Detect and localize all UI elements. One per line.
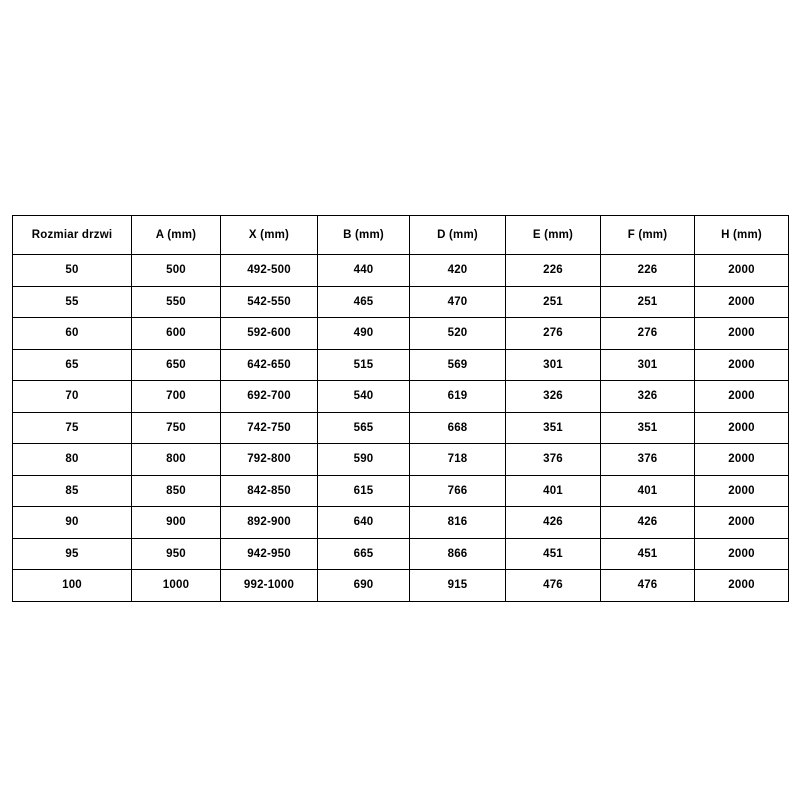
cell-h: 2000 bbox=[695, 475, 789, 507]
cell-f: 326 bbox=[601, 381, 695, 413]
cell-e: 326 bbox=[506, 381, 601, 413]
cell-d: 718 bbox=[410, 444, 506, 476]
cell-a: 950 bbox=[132, 538, 221, 570]
cell-h: 2000 bbox=[695, 444, 789, 476]
cell-a: 700 bbox=[132, 381, 221, 413]
cell-h: 2000 bbox=[695, 318, 789, 350]
cell-a: 850 bbox=[132, 475, 221, 507]
cell-size: 100 bbox=[13, 570, 132, 602]
cell-d: 420 bbox=[410, 255, 506, 287]
cell-a: 550 bbox=[132, 286, 221, 318]
cell-f: 426 bbox=[601, 507, 695, 539]
cell-d: 866 bbox=[410, 538, 506, 570]
cell-x: 592-600 bbox=[221, 318, 318, 350]
cell-e: 301 bbox=[506, 349, 601, 381]
cell-size: 55 bbox=[13, 286, 132, 318]
cell-f: 276 bbox=[601, 318, 695, 350]
cell-b: 465 bbox=[318, 286, 410, 318]
cell-x: 642-650 bbox=[221, 349, 318, 381]
cell-x: 542-550 bbox=[221, 286, 318, 318]
table-row bbox=[13, 286, 789, 318]
cell-f: 476 bbox=[601, 570, 695, 602]
cell-b: 440 bbox=[318, 255, 410, 287]
cell-b: 490 bbox=[318, 318, 410, 350]
table-body bbox=[13, 255, 789, 602]
cell-x: 692-700 bbox=[221, 381, 318, 413]
cell-h: 2000 bbox=[695, 507, 789, 539]
cell-size: 85 bbox=[13, 475, 132, 507]
cell-a: 900 bbox=[132, 507, 221, 539]
cell-e: 476 bbox=[506, 570, 601, 602]
cell-d: 668 bbox=[410, 412, 506, 444]
cell-f: 301 bbox=[601, 349, 695, 381]
cell-size: 75 bbox=[13, 412, 132, 444]
shower-door-size-table bbox=[12, 215, 789, 602]
cell-b: 640 bbox=[318, 507, 410, 539]
table-row bbox=[13, 444, 789, 476]
cell-b: 590 bbox=[318, 444, 410, 476]
cell-x: 892-900 bbox=[221, 507, 318, 539]
cell-size: 60 bbox=[13, 318, 132, 350]
cell-a: 650 bbox=[132, 349, 221, 381]
table-header bbox=[13, 216, 789, 255]
column-header-size: Rozmiar drzwi bbox=[13, 216, 132, 255]
cell-x: 942-950 bbox=[221, 538, 318, 570]
cell-e: 401 bbox=[506, 475, 601, 507]
cell-size: 95 bbox=[13, 538, 132, 570]
cell-x: 792-800 bbox=[221, 444, 318, 476]
cell-x: 842-850 bbox=[221, 475, 318, 507]
cell-f: 401 bbox=[601, 475, 695, 507]
cell-b: 540 bbox=[318, 381, 410, 413]
cell-a: 1000 bbox=[132, 570, 221, 602]
table-row bbox=[13, 507, 789, 539]
cell-size: 80 bbox=[13, 444, 132, 476]
cell-size: 65 bbox=[13, 349, 132, 381]
cell-d: 915 bbox=[410, 570, 506, 602]
cell-h: 2000 bbox=[695, 255, 789, 287]
cell-size: 50 bbox=[13, 255, 132, 287]
column-header-b: B (mm) bbox=[318, 216, 410, 255]
column-header-d: D (mm) bbox=[410, 216, 506, 255]
table-container bbox=[12, 215, 788, 602]
cell-d: 619 bbox=[410, 381, 506, 413]
cell-d: 816 bbox=[410, 507, 506, 539]
table-row bbox=[13, 538, 789, 570]
cell-x: 992-1000 bbox=[221, 570, 318, 602]
cell-f: 351 bbox=[601, 412, 695, 444]
cell-e: 426 bbox=[506, 507, 601, 539]
cell-size: 90 bbox=[13, 507, 132, 539]
cell-a: 750 bbox=[132, 412, 221, 444]
cell-f: 451 bbox=[601, 538, 695, 570]
cell-f: 251 bbox=[601, 286, 695, 318]
cell-a: 800 bbox=[132, 444, 221, 476]
cell-d: 766 bbox=[410, 475, 506, 507]
table-row bbox=[13, 570, 789, 602]
cell-x: 742-750 bbox=[221, 412, 318, 444]
cell-d: 520 bbox=[410, 318, 506, 350]
cell-e: 251 bbox=[506, 286, 601, 318]
cell-h: 2000 bbox=[695, 538, 789, 570]
table-row bbox=[13, 349, 789, 381]
cell-h: 2000 bbox=[695, 349, 789, 381]
column-header-e: E (mm) bbox=[506, 216, 601, 255]
column-header-h: H (mm) bbox=[695, 216, 789, 255]
cell-e: 226 bbox=[506, 255, 601, 287]
cell-a: 500 bbox=[132, 255, 221, 287]
cell-h: 2000 bbox=[695, 570, 789, 602]
table-row bbox=[13, 381, 789, 413]
table-row bbox=[13, 475, 789, 507]
cell-size: 70 bbox=[13, 381, 132, 413]
cell-e: 376 bbox=[506, 444, 601, 476]
cell-f: 226 bbox=[601, 255, 695, 287]
cell-b: 565 bbox=[318, 412, 410, 444]
cell-b: 665 bbox=[318, 538, 410, 570]
cell-d: 470 bbox=[410, 286, 506, 318]
cell-b: 615 bbox=[318, 475, 410, 507]
cell-d: 569 bbox=[410, 349, 506, 381]
table-header-row bbox=[13, 216, 789, 255]
column-header-f: F (mm) bbox=[601, 216, 695, 255]
column-header-x: X (mm) bbox=[221, 216, 318, 255]
cell-e: 276 bbox=[506, 318, 601, 350]
cell-b: 515 bbox=[318, 349, 410, 381]
cell-e: 351 bbox=[506, 412, 601, 444]
cell-f: 376 bbox=[601, 444, 695, 476]
table-row bbox=[13, 255, 789, 287]
column-header-a: A (mm) bbox=[132, 216, 221, 255]
cell-h: 2000 bbox=[695, 412, 789, 444]
table-row bbox=[13, 412, 789, 444]
cell-e: 451 bbox=[506, 538, 601, 570]
cell-h: 2000 bbox=[695, 286, 789, 318]
cell-x: 492-500 bbox=[221, 255, 318, 287]
table-row bbox=[13, 318, 789, 350]
cell-b: 690 bbox=[318, 570, 410, 602]
cell-h: 2000 bbox=[695, 381, 789, 413]
cell-a: 600 bbox=[132, 318, 221, 350]
